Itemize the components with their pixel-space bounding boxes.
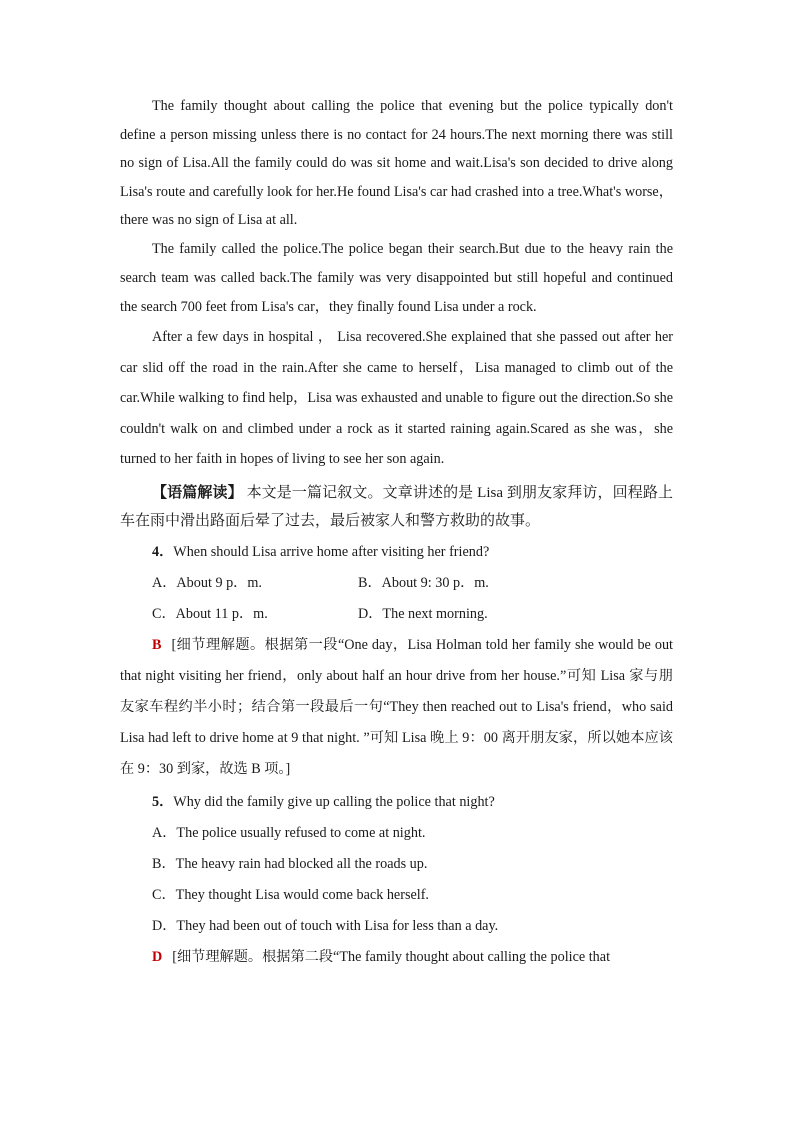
question-4 xyxy=(120,537,673,568)
question-5-option-c: C．They thought Lisa would come back herself. xyxy=(152,886,429,903)
question-4-option-c: C．About 11 p．m. xyxy=(152,605,268,622)
question-4-number: 4． xyxy=(152,543,174,560)
document-page xyxy=(120,92,673,973)
question-5-option-a: A．The police usually refused to come at night. xyxy=(152,824,426,841)
question-4-text: When should Lisa arrive home after visiting her friend? xyxy=(173,543,490,560)
question-5-explanation: [细节理解题。根据第二段“The family thought about calling the police that xyxy=(172,948,611,965)
question-5-option-d: D．They had been out of touch with Lisa for less than a day. xyxy=(152,917,499,934)
question-4-explanation: [细节理解题。根据第一段“One day，Lisa Holman told her family she would be out that night visiting her friend，only about half an hour drive from her house.”可知 Lisa 家与朋友家车程约半小时；结合第一段最后一句“They then reached out to Lisa's friend，who said Lisa had left to drive home at 9 that night. ”可知 Lisa 晚上 9：00 离开朋友家，所以她本应该在 9：30 到家，故选 B 项。] xyxy=(120,636,673,777)
question-4-option-row-2 xyxy=(152,599,673,630)
passage-paragraph-3: After a few days in hospital ， Lisa recovered.She explained that she passed out after her car slid off the road in the rain.After she came to herself，Lisa managed to climb out of the car.While walking to find help，Lisa was exhausted and unable to figure out the direction.So she couldn't walk on and climbed under a rock as it started raining again.Scared as she was，she turned to her faith in hopes of living to see her son again. xyxy=(120,329,673,468)
question-4-option-b: B．About 9: 30 p．m. xyxy=(358,574,489,591)
question-4-option-row-1 xyxy=(152,568,673,599)
passage-analysis xyxy=(120,479,673,535)
question-4-answer xyxy=(120,630,673,785)
passage-paragraph-2: The family called the police.The police began their search.But due to the heavy rain the search team was called back.The family was very disappointed but still hopeful and continued the search 700 feet from Lisa's car，they finally found Lisa under a rock. xyxy=(120,240,673,316)
question-5-answer xyxy=(120,942,673,973)
question-5-answer-letter: D xyxy=(152,948,163,965)
question-5-options xyxy=(120,818,673,942)
question-4-options xyxy=(120,568,673,630)
analysis-label: 【语篇解读】 xyxy=(152,484,243,501)
question-5-text: Why did the family give up calling the police that night? xyxy=(173,793,495,810)
question-4-answer-letter: B xyxy=(152,636,162,653)
question-4-option-d: D．The next morning. xyxy=(358,605,488,622)
analysis-text: 本文是一篇记叙文。文章讲述的是 Lisa 到朋友家拜访，回程路上车在雨中滑出路面后晕了过去，最后被家人和警方救助的故事。 xyxy=(120,484,673,529)
question-5-option-b: B．The heavy rain had blocked all the roads up. xyxy=(152,855,428,872)
passage-paragraph-1: The family thought about calling the police that evening but the police typically don't define a person missing unless there is no contact for 24 hours.The next morning there was still no sign of Lisa.All the family could do was sit home and wait.Lisa's son decided to drive along Lisa's route and carefully look for her.He found Lisa's car had crashed into a tree.What's worse，there was no sign of Lisa at all. xyxy=(120,98,673,228)
question-5 xyxy=(120,787,673,818)
question-5-number: 5． xyxy=(152,793,174,810)
question-4-option-a: A．About 9 p．m. xyxy=(152,574,262,591)
